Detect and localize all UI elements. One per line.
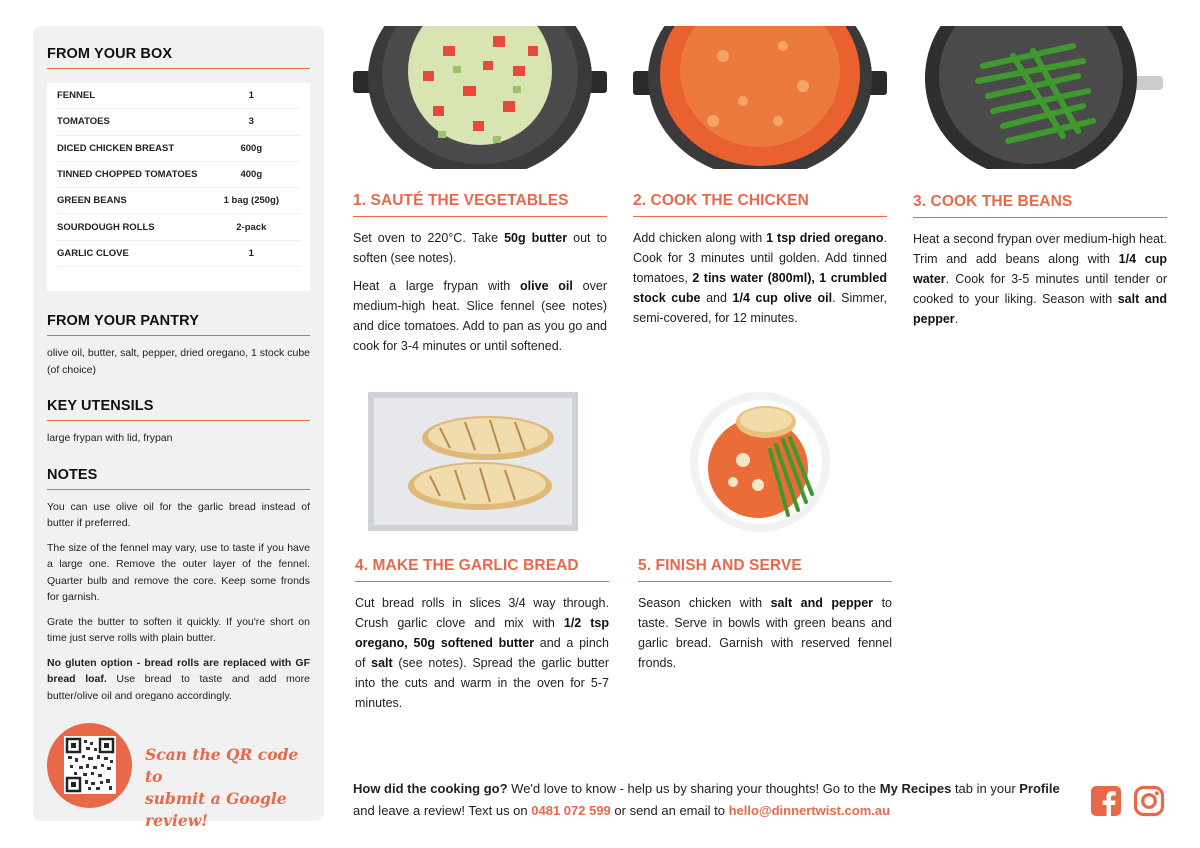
divider [47, 68, 310, 69]
divider [353, 216, 607, 217]
facebook-icon[interactable] [1090, 785, 1122, 817]
divider [47, 420, 310, 421]
ingredient-name: TOMATOES [57, 116, 110, 128]
step4-body [355, 593, 609, 721]
qr-circle [47, 723, 132, 808]
step2-para [633, 228, 887, 328]
step2-photo [633, 26, 887, 169]
text: Add chicken along with [633, 231, 767, 245]
box-ingredients-table [47, 83, 310, 291]
ingredient-qty: 1 [248, 247, 254, 259]
note-bold: No gluten option - bread rolls are replaced with GF bread loaf. [47, 656, 310, 685]
my-recipes-label: My Recipes [879, 781, 952, 796]
bold-text: 2 tins water (800ml), 1 crumbled stock cube [633, 271, 887, 305]
ingredient-qty: 1 bag (250g) [223, 195, 280, 207]
phone-link[interactable]: 0481 072 599 [531, 803, 611, 818]
step2-body [633, 228, 887, 336]
ingredient-name: GARLIC CLOVE [57, 247, 129, 259]
ingredient-name: SOURDOUGH ROLLS [57, 221, 155, 233]
footer-question: How did the cooking go? [353, 781, 508, 796]
note-text: Grate the butter to soften it quickly. If you're short on time just serve rolls with plain butter. [47, 615, 310, 644]
notes-section [47, 467, 310, 705]
divider [47, 489, 310, 490]
step5-body [638, 593, 892, 681]
qr-caption [145, 744, 315, 832]
text: . Cook for 3 minutes until golden. Add tinned tomatoes, [633, 231, 887, 285]
divider [633, 216, 887, 217]
from-box-heading: FROM YOUR BOX [47, 46, 173, 62]
instagram-icon[interactable] [1133, 785, 1165, 817]
step1-para [353, 228, 607, 268]
bold-text: 1/2 tsp oregano, 50g softened butter [355, 616, 609, 650]
qr-code-icon[interactable] [64, 736, 116, 794]
divider [355, 581, 609, 582]
step4-title: 4. MAKE THE GARLIC BREAD [355, 557, 579, 574]
text: Set oven to 220°C. Take [353, 231, 505, 245]
text: Season chicken with [638, 596, 771, 610]
bold-text: olive oil [520, 279, 573, 293]
text: or send an email to [610, 803, 729, 818]
text: We'd love to know - help us by sharing your thoughts! Go to the [507, 781, 880, 796]
ingredient-name: FENNEL [57, 90, 95, 102]
table-row [57, 241, 300, 267]
ingredient-qty: 1 [248, 90, 254, 102]
pantry-heading: FROM YOUR PANTRY [47, 313, 199, 329]
notes-heading: NOTES [47, 466, 98, 483]
text: . Cook for 3-5 minutes until tender or cooked to your liking. Season with [913, 272, 1167, 306]
text: and [700, 291, 733, 305]
step3-title: 3. COOK THE BEANS [913, 193, 1073, 210]
note-text [47, 655, 310, 705]
step5-title: 5. FINISH AND SERVE [638, 557, 802, 574]
step3-photo [913, 26, 1167, 169]
step3-body [913, 229, 1167, 337]
table-row [57, 162, 300, 188]
bold-text: 1/4 cup water [913, 252, 1167, 286]
text: . Simmer, semi-covered, for 12 minutes. [633, 291, 887, 325]
utensils-section [47, 398, 310, 447]
ingredient-name: TINNED CHOPPED TOMATOES [57, 169, 198, 181]
step1-title: 1. SAUTÉ THE VEGETABLES [353, 192, 569, 209]
step3-para [913, 229, 1167, 329]
note-rest: Use bread to taste and add more butter/olive oil and oregano accordingly. [47, 673, 310, 702]
ingredient-qty: 2-pack [236, 221, 267, 233]
text: to taste. Serve in bowls with green beans and garlic bread. Garnish with reserved fennel fronds. [638, 596, 892, 670]
ingredient-qty: 3 [248, 116, 254, 128]
qr-caption-line: Scan the QR code to [145, 745, 299, 786]
text: Heat a second frypan over medium-high heat. Trim and add beans along with [913, 232, 1167, 266]
table-row [57, 109, 300, 135]
step1-photo [353, 26, 607, 169]
step5-para [638, 593, 892, 673]
ingredient-qty: 600g [240, 142, 263, 154]
text: out to soften (see notes). [353, 231, 607, 265]
text: Heat a large frypan with [353, 279, 521, 293]
text: and a pinch of [355, 636, 609, 670]
utensils-heading: KEY UTENSILS [47, 398, 154, 414]
bold-text: 1/4 cup olive oil [732, 291, 833, 305]
review-footer [353, 778, 1073, 822]
pantry-section [47, 313, 310, 378]
table-row [57, 214, 300, 240]
divider [47, 335, 310, 336]
ingredient-qty: 400g [240, 169, 263, 181]
text: Cut bread rolls in slices 3/4 way through. Crush garlic clove and mix with [355, 596, 609, 630]
table-row [57, 188, 300, 214]
utensils-text: large frypan with lid, frypan [47, 432, 173, 444]
table-row [57, 136, 300, 162]
text: over medium-high heat. Slice fennel (see notes) and dice tomatoes. Add to pan as you go and cook for 3-4 minutes or until softened. [353, 279, 607, 353]
table-row [57, 83, 300, 109]
ingredients-sidebar [33, 26, 324, 830]
ingredient-name: DICED CHICKEN BREAST [57, 142, 175, 154]
email-link[interactable]: hello@dinnertwist.com.au [728, 803, 891, 818]
divider [638, 581, 892, 582]
text: . [954, 312, 959, 326]
bold-text: salt and pepper [770, 596, 874, 610]
step1-body [353, 228, 607, 364]
step1-para [353, 276, 607, 356]
bold-text: salt [371, 656, 393, 670]
pantry-text: olive oil, butter, salt, pepper, dried oregano, 1 stock cube (of choice) [47, 347, 310, 376]
bold-text: 50g butter [504, 231, 568, 245]
note-text: The size of the fennel may vary, use to taste if you have a large one. Remove the outer layer of the fennel. Quarter bulb and remove the core. Keep some fronds for garnish. [47, 541, 310, 603]
text: tab in your [951, 781, 1020, 796]
profile-label: Profile [1019, 781, 1060, 796]
ingredient-name: GREEN BEANS [57, 195, 127, 207]
qr-caption-line: submit a Google review! [145, 789, 287, 830]
step5-photo [688, 390, 832, 534]
step2-title: 2. COOK THE CHICKEN [633, 192, 809, 209]
bold-text: 1 tsp dried oregano [766, 231, 884, 245]
step4-para [355, 593, 609, 713]
bold-text: salt and pepper [913, 292, 1167, 326]
text: and leave a review! Text us on [353, 803, 532, 818]
text: (see notes). Spread the garlic butter into the cuts and warm in the oven for 5-7 minutes. [355, 656, 609, 710]
divider [913, 217, 1167, 218]
note-text: You can use olive oil for the garlic bread instead of butter if preferred. [47, 500, 310, 529]
step4-photo [360, 390, 586, 533]
